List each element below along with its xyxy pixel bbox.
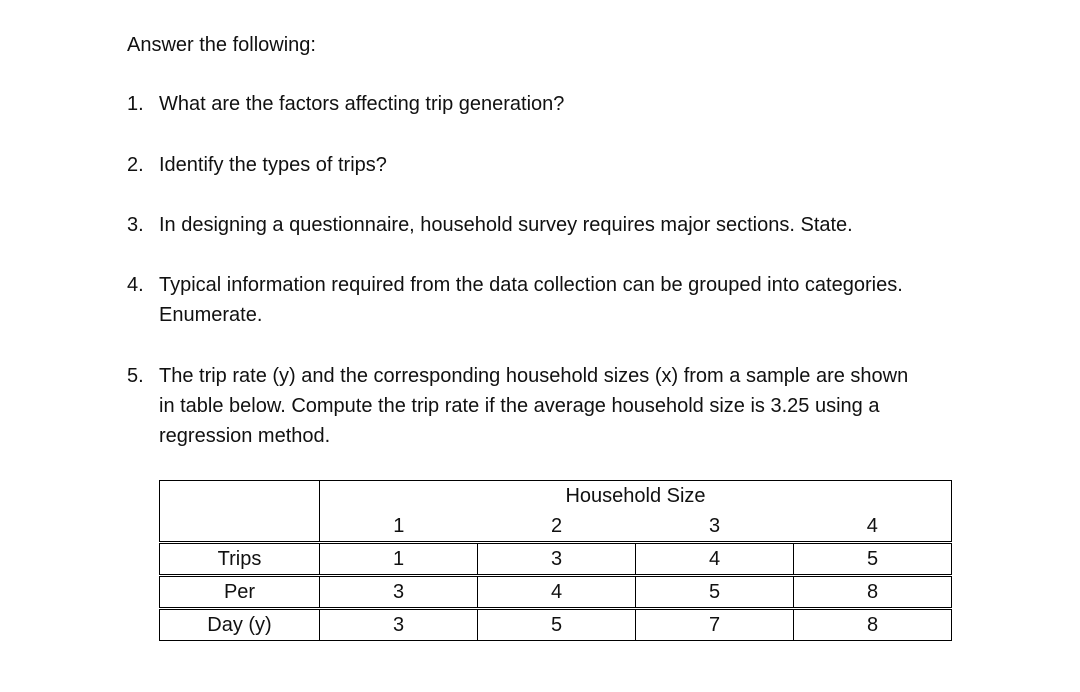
question-5 (127, 361, 927, 451)
question-number: 3. (127, 214, 144, 236)
question-text: Identify the types of trips? (159, 154, 387, 176)
household-size-header: Household Size (320, 481, 952, 512)
table-cell: 8 (794, 609, 952, 641)
page-heading: Answer the following: (127, 34, 316, 56)
table-cell: 3 (320, 576, 478, 609)
table-cell: 5 (794, 543, 952, 576)
question-number: 2. (127, 154, 144, 176)
question-text: What are the factors affecting trip generation? (159, 93, 565, 115)
row-label: Per (160, 576, 320, 609)
table-cell: 3 (478, 543, 636, 576)
table-cell: 4 (636, 543, 794, 576)
table-cell: 8 (794, 576, 952, 609)
size-cell: 1 (393, 515, 405, 537)
table-cell: 5 (636, 576, 794, 609)
table-cell: 3 (320, 609, 478, 641)
size-cell: 4 (794, 511, 952, 543)
question-text: Typical information required from the data collection can be grouped into categories. Enumerate. (159, 274, 903, 326)
table-size-row (160, 511, 952, 543)
row-label: Day (y) (160, 609, 320, 641)
question-1 (127, 89, 957, 119)
table-cell: 1 (320, 543, 478, 576)
table-corner-cell (160, 511, 320, 543)
question-2 (127, 150, 957, 180)
question-text: The trip rate (y) and the corresponding household sizes (x) from a sample are shown in table below. Compute the trip rate if the average household size is 3.25 using a regression method. (159, 365, 909, 447)
question-number: 4. (127, 274, 144, 296)
table-cell: 7 (636, 609, 794, 641)
size-cell: 3 (708, 515, 721, 537)
question-text: In designing a questionnaire, household survey requires major sections. State. (159, 214, 853, 236)
question-4 (127, 270, 927, 330)
question-number: 5. (127, 365, 144, 387)
table-row (160, 543, 952, 576)
table-header-row (160, 481, 952, 512)
table-corner-cell (160, 481, 320, 512)
table-cell: 5 (478, 609, 636, 641)
table-row (160, 576, 952, 609)
row-label: Trips (160, 543, 320, 576)
question-3 (127, 210, 957, 240)
table-cell: 4 (478, 576, 636, 609)
question-number: 1. (127, 93, 144, 115)
size-cell: 2 (550, 515, 563, 537)
table-row (160, 609, 952, 641)
household-size-table (159, 480, 952, 641)
